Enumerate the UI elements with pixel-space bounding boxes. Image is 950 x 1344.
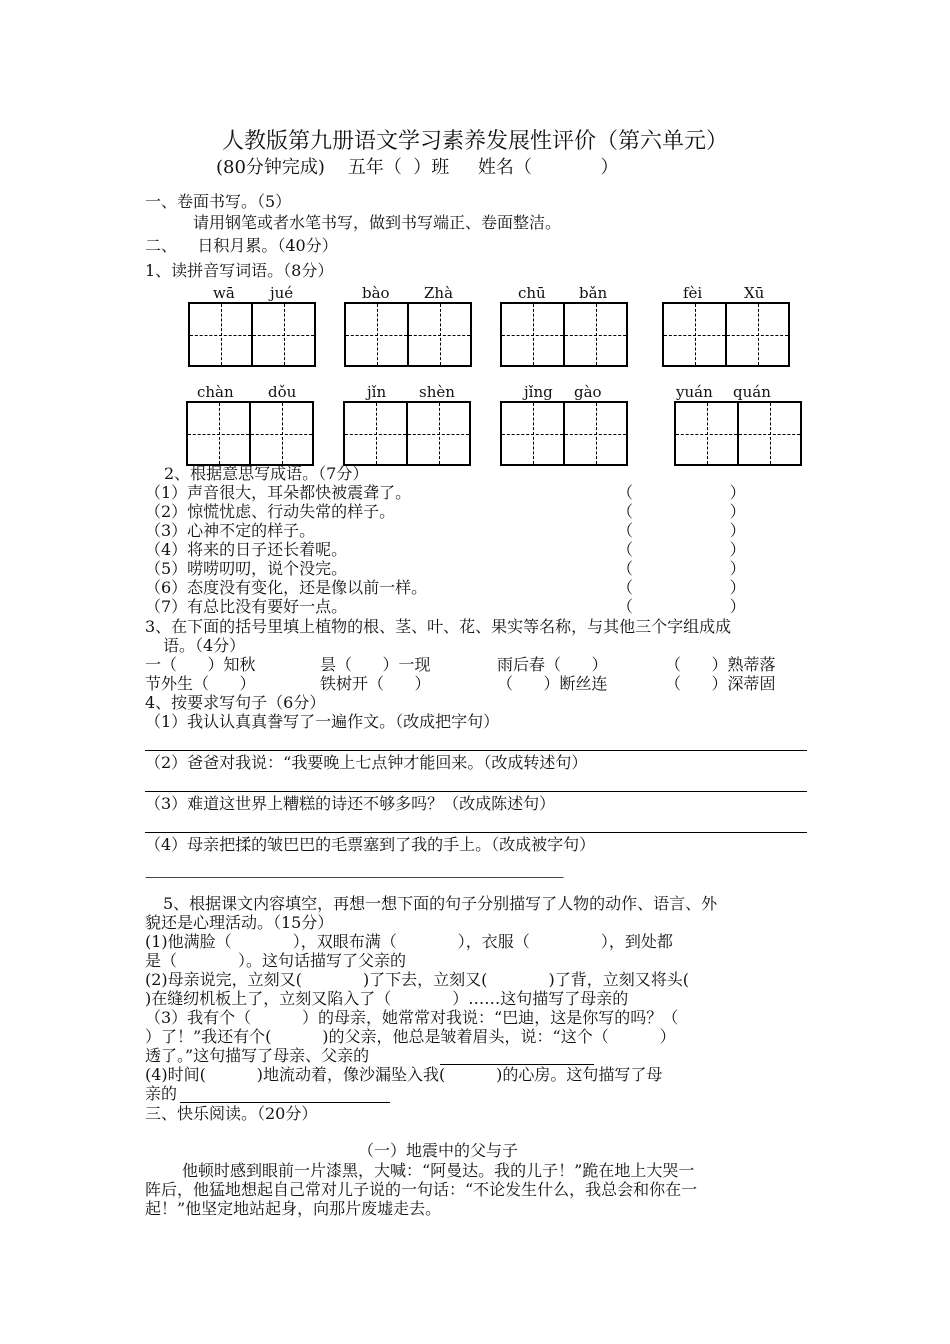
- writing-box-3[interactable]: [500, 302, 626, 367]
- section-1-text: 请用钢笔或者水笔书写，做到书写端正、卷面整洁。: [193, 213, 562, 232]
- q4-item: （2）爸爸对我说：“我要晚上七点钟才能回来。（改成转述句）: [145, 753, 588, 772]
- exam-info: (80分钟完成) 五年（ ）班 姓名（ ）: [216, 157, 619, 178]
- q3-idiom[interactable]: 雨后春（ ）: [497, 655, 608, 674]
- q3-idiom[interactable]: （ ）熟蒂落: [665, 655, 776, 674]
- answer-line[interactable]: [145, 750, 807, 751]
- page-title: 人教版第九册语文学习素养发展性评价（第六单元）: [221, 129, 728, 154]
- q3-heading: 3、在下面的括号里填上植物的根、茎、叶、花、果实等名称，与其他三个字组成成: [145, 617, 732, 636]
- pinyin: jué: [270, 284, 294, 302]
- q3-idiom[interactable]: （ ）断丝连: [497, 674, 608, 693]
- q3-idiom[interactable]: 铁树开（ ）: [320, 674, 431, 693]
- pinyin: gào: [574, 383, 602, 401]
- q4-item: （1）我认认真真誊写了一遍作文。（改成把字句）: [145, 712, 500, 731]
- q2-item: （2）惊慌忧虑、行动失常的样子。: [145, 502, 396, 521]
- pinyin: quán: [733, 383, 771, 401]
- passage-line: 起！”他坚定地站起身，向那片废墟走去。: [145, 1199, 442, 1218]
- pinyin: fèi: [683, 284, 703, 302]
- q2-item: （7）有总比没有要好一点。: [145, 597, 348, 616]
- section-2-heading: 二、 日积月累。（40分）: [145, 236, 338, 255]
- pinyin: bào: [362, 284, 390, 302]
- answer-bracket[interactable]: （ ）: [617, 483, 746, 502]
- pinyin: Xū: [744, 284, 765, 302]
- q2-item: （3）心神不定的样子。: [145, 521, 316, 540]
- q5-item: （3）我有个（ ）的母亲，她常常对我说：“巴迪，这是你写的吗？（: [145, 1008, 679, 1027]
- q2-item: （1）声音很大，耳朵都快被震聋了。: [145, 483, 412, 502]
- passage-title: （一）地震中的父与子: [358, 1141, 519, 1160]
- writing-box-5[interactable]: [186, 401, 312, 466]
- passage-line: 阵后，他猛地想起自己常对儿子说的一句话：“不论发生什么，我总会和你在一: [145, 1180, 698, 1199]
- answer-bracket[interactable]: （ ）: [617, 521, 746, 540]
- q5-item: 是（ ）。这句话描写了父亲的: [145, 951, 407, 970]
- q5-item: (2)母亲说完，立刻又( )了下去，立刻又( )了背，立刻又将头(: [145, 970, 689, 989]
- answer-line[interactable]: [145, 791, 807, 792]
- passage-line: 他顿时感到眼前一片漆黑，大喊：“阿曼达。我的儿子！”跪在地上大哭一: [182, 1161, 695, 1180]
- pinyin: Zhà: [424, 284, 454, 302]
- q5-item: (1)他满脸（ ），双眼布满（ ），衣服（ ），到处都: [145, 932, 673, 951]
- q5-item: 透了。”这句描写了母亲、父亲的: [145, 1046, 370, 1065]
- pinyin: yuán: [676, 383, 713, 401]
- q5-heading: 5、根据课文内容填空，再想一想下面的句子分别描写了人物的动作、语言、外: [163, 894, 718, 913]
- answer-line[interactable]: [180, 1102, 390, 1103]
- answer-bracket[interactable]: （ ）: [617, 597, 746, 616]
- q2-item: （6）态度没有变化，还是像以前一样。: [145, 578, 428, 597]
- q5-item: )在缝纫机板上了，立刻又陷入了（ ）……这句描写了母亲的: [145, 989, 629, 1008]
- q3-idiom[interactable]: 昙（ ）一现: [320, 655, 431, 674]
- q3-idiom[interactable]: 节外生（ ）: [145, 674, 256, 693]
- q3-idiom[interactable]: 一（ ）知秋: [145, 655, 256, 674]
- section-1-heading: 一、卷面书写。（5）: [145, 192, 292, 211]
- pinyin: chàn: [197, 383, 234, 401]
- q4-heading: 4、按要求写句子（6分）: [145, 693, 326, 712]
- answer-bracket[interactable]: （ ）: [617, 502, 746, 521]
- pinyin: bǎn: [579, 284, 608, 302]
- q5-item: ）了！”我还有个( )的父亲，他总是皱着眉头，说：“这个（ ）: [145, 1027, 676, 1046]
- pinyin: jǐn: [367, 383, 387, 401]
- writing-box-2[interactable]: [344, 302, 470, 367]
- writing-box-1[interactable]: [188, 302, 314, 367]
- writing-box-8[interactable]: [674, 401, 800, 466]
- pinyin: shèn: [419, 383, 455, 401]
- q3-idiom[interactable]: （ ）深蒂固: [665, 674, 776, 693]
- writing-box-6[interactable]: [343, 401, 469, 466]
- writing-box-7[interactable]: [500, 401, 626, 466]
- writing-box-4[interactable]: [662, 302, 788, 367]
- q4-item: （3）难道这世界上糟糕的诗还不够多吗？（改成陈述句）: [145, 794, 556, 813]
- q2-item: （4）将来的日子还长着呢。: [145, 540, 348, 559]
- pinyin: dǒu: [268, 383, 297, 401]
- answer-bracket[interactable]: （ ）: [617, 540, 746, 559]
- q5-item: 亲的: [145, 1084, 178, 1103]
- q3-heading-cont: 语。（4分）: [163, 636, 246, 655]
- answer-line[interactable]: [145, 832, 807, 833]
- q5-item: (4)时间( )地流动着，像沙漏坠入我( )的心房。这句描写了母: [145, 1065, 663, 1084]
- q5-heading-cont: 貌还是心理活动。（15分）: [145, 913, 334, 932]
- answer-bracket[interactable]: （ ）: [617, 559, 746, 578]
- answer-dash-line[interactable]: ——————————————————————————————————————: [145, 870, 563, 884]
- q1-heading: 1、读拼音写词语。（8分）: [145, 261, 334, 280]
- answer-bracket[interactable]: （ ）: [617, 578, 746, 597]
- q2-heading: 2、根据意思写成语。（7分）: [164, 464, 369, 483]
- pinyin: jǐng: [524, 383, 553, 401]
- pinyin: chū: [518, 284, 546, 302]
- q2-item: （5）唠唠叨叨，说个没完。: [145, 559, 348, 578]
- section-3-heading: 三、快乐阅读。（20分）: [145, 1104, 318, 1123]
- pinyin: wā: [213, 284, 235, 302]
- q4-item: （4）母亲把揉的皱巴巴的毛票塞到了我的手上。（改成被字句）: [145, 835, 596, 854]
